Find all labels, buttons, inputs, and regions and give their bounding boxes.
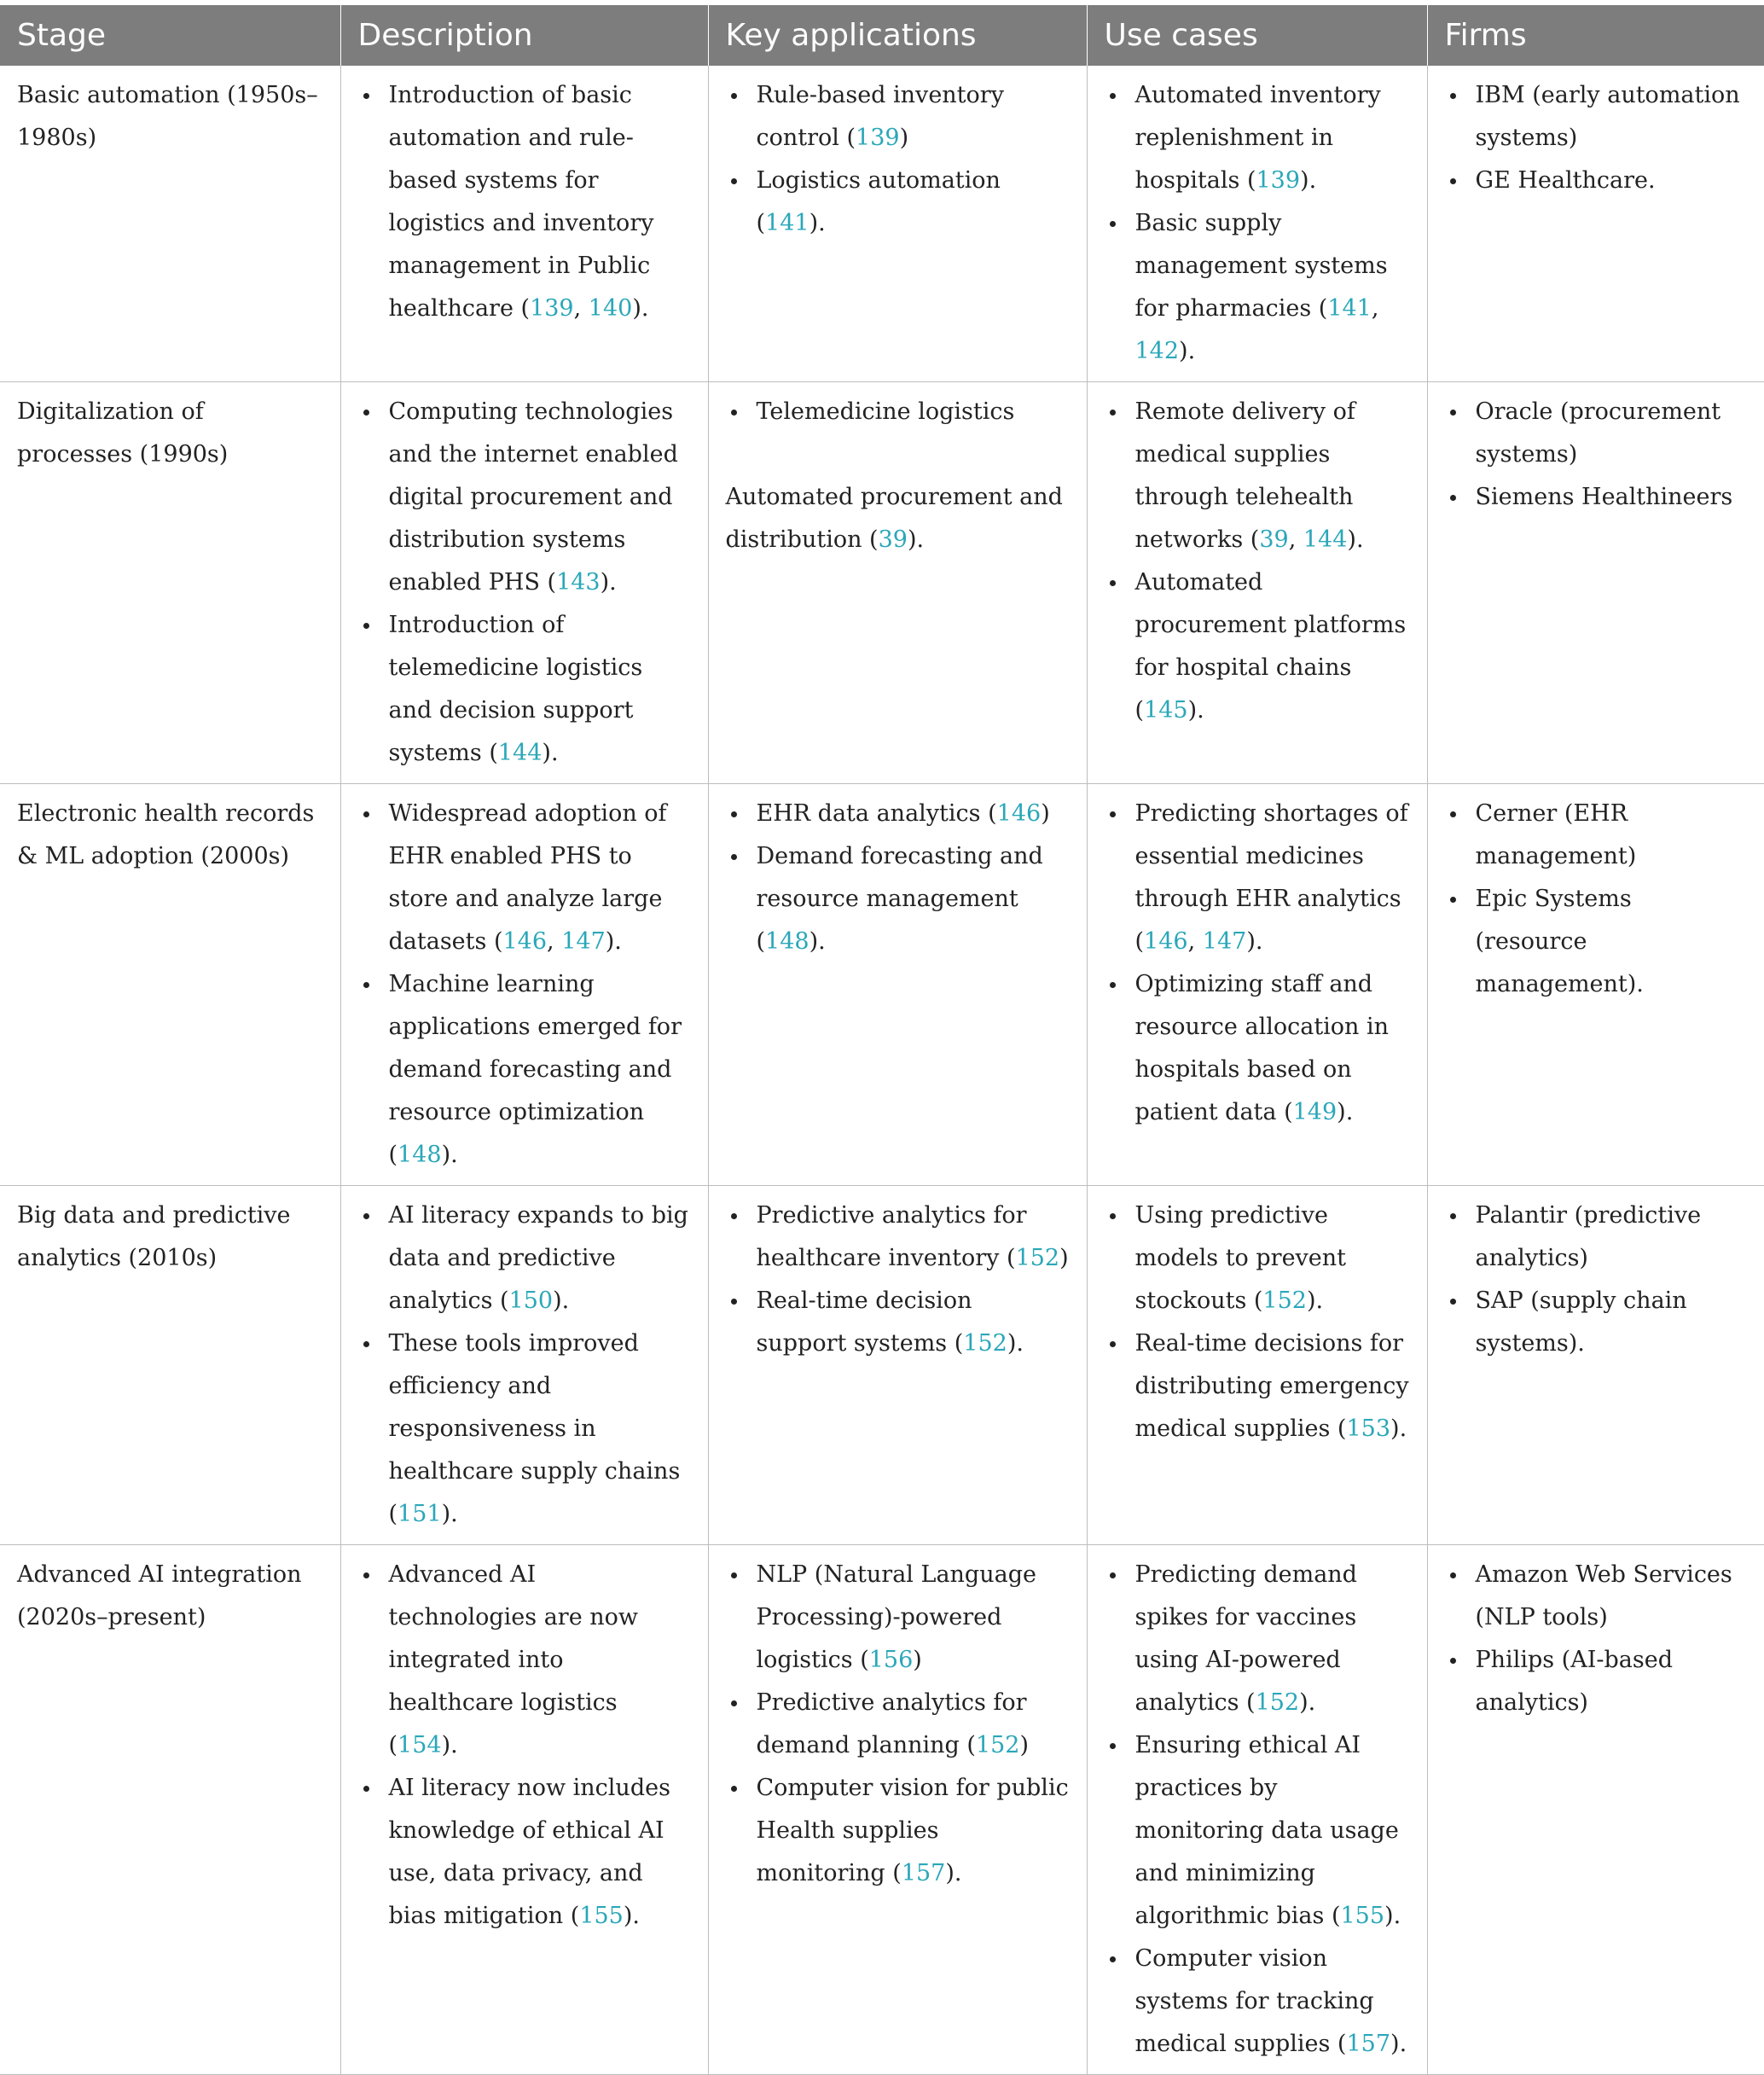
description-cell: [340, 1186, 708, 1545]
list-item: Real-time decisions for distributing emergency medical supplies (153).: [1135, 1322, 1410, 1450]
list-item: Real-time decision support systems (152).: [757, 1280, 1070, 1365]
list-item: IBM (early automation systems): [1476, 74, 1748, 160]
list-item: Advanced AI technologies are now integrated into healthcare logistics (154).: [389, 1554, 691, 1767]
reference-link[interactable]: 146: [1144, 928, 1188, 955]
table-row: [0, 382, 1764, 784]
list-item: Introduction of basic automation and rule-based systems for logistics and inventory management in Public healthcare (139, 140).: [389, 74, 691, 330]
description-cell: [340, 66, 708, 382]
use-cases-cell: [1087, 66, 1427, 382]
firms-cell: [1427, 66, 1764, 382]
reference-link[interactable]: 142: [1134, 338, 1180, 364]
list-item: Computing technologies and the internet enabled digital procurement and distribution systems enabled PHS (143).: [389, 391, 691, 604]
header-stage: Stage: [0, 5, 340, 66]
list-item: Predicting demand spikes for vaccines using AI-powered analytics (152).: [1135, 1554, 1410, 1724]
reference-link[interactable]: 152: [963, 1330, 1007, 1357]
reference-link[interactable]: 148: [765, 928, 809, 955]
ai-stages-table: [0, 5, 1764, 2075]
reference-link[interactable]: 139: [856, 125, 900, 151]
firms-list: [1445, 793, 1748, 1006]
reference-link[interactable]: 155: [579, 1903, 624, 1929]
reference-link[interactable]: 140: [588, 295, 633, 322]
list-item: Predictive analytics for demand planning (152): [757, 1682, 1070, 1767]
firms-list: [1445, 74, 1748, 202]
list-item: AI literacy expands to big data and predictive analytics (150).: [389, 1194, 691, 1322]
reference-link[interactable]: 153: [1346, 1415, 1391, 1442]
firms-cell: [1427, 1545, 1764, 2075]
description-list: [358, 1194, 691, 1536]
applications-list: [726, 1194, 1070, 1365]
applications-note: Automated procurement and distribution (39).: [725, 484, 1063, 553]
description-cell: [340, 382, 708, 784]
list-item: Demand forecasting and resource management (148).: [757, 835, 1070, 963]
reference-link[interactable]: 157: [1346, 2031, 1391, 2057]
description-list: [358, 74, 691, 330]
use-cases-list: [1105, 74, 1410, 373]
key-applications-cell: [708, 382, 1087, 784]
table-row: [0, 784, 1764, 1186]
reference-link[interactable]: 149: [1292, 1099, 1338, 1125]
reference-link[interactable]: 144: [497, 740, 543, 766]
list-item: Siemens Healthineers: [1476, 476, 1748, 519]
use-cases-cell: [1087, 1186, 1427, 1545]
list-item: Oracle (procurement systems): [1476, 391, 1748, 476]
applications-list: [726, 74, 1070, 245]
reference-link[interactable]: 146: [996, 800, 1042, 827]
list-item: Ensuring ethical AI practices by monitoring data usage and minimizing algorithmic bias (155).: [1135, 1724, 1410, 1938]
list-item: Predictive analytics for healthcare inventory (152): [757, 1194, 1070, 1280]
reference-link[interactable]: 141: [765, 210, 809, 236]
list-item: Using predictive models to prevent stockouts (152).: [1135, 1194, 1410, 1322]
list-item: Introduction of telemedicine logistics and decision support systems (144).: [389, 604, 691, 775]
list-item: Telemedicine logistics: [757, 391, 1070, 433]
reference-link[interactable]: 150: [508, 1287, 554, 1314]
stage-cell: Basic automation (1950s–1980s): [0, 66, 340, 382]
table-row: [0, 1545, 1764, 2075]
firms-cell: [1427, 1186, 1764, 1545]
reference-link[interactable]: 152: [1015, 1245, 1060, 1271]
list-item: Predicting shortages of essential medicines through EHR analytics (146, 147).: [1135, 793, 1410, 963]
description-cell: [340, 1545, 708, 2075]
reference-link[interactable]: 141: [1327, 295, 1372, 322]
use-cases-cell: [1087, 382, 1427, 784]
list-item: Automated inventory replenishment in hospitals (139).: [1135, 74, 1410, 202]
list-item: Palantir (predictive analytics): [1476, 1194, 1748, 1280]
list-item: Computer vision systems for tracking medical supplies (157).: [1135, 1938, 1410, 2066]
list-item: Amazon Web Services (NLP tools): [1476, 1554, 1748, 1639]
table-container: [0, 5, 1764, 2075]
header-description: Description: [340, 5, 708, 66]
table-header: [0, 5, 1764, 66]
header-firms: Firms: [1427, 5, 1764, 66]
table-row: [0, 1186, 1764, 1545]
use-cases-cell: [1087, 1545, 1427, 2075]
reference-link[interactable]: 148: [397, 1142, 442, 1168]
reference-link[interactable]: 139: [1256, 167, 1301, 194]
reference-link[interactable]: 143: [556, 569, 601, 596]
header-row: [0, 5, 1764, 66]
applications-list: [726, 391, 1070, 433]
description-list: [358, 793, 691, 1177]
use-cases-list: [1105, 793, 1410, 1134]
list-item: Basic supply management systems for pharmacies (141, 142).: [1135, 202, 1410, 373]
applications-list: [726, 1554, 1070, 1895]
list-item: Automated procurement platforms for hospital chains (145).: [1135, 561, 1410, 732]
key-applications-cell: [708, 784, 1087, 1186]
reference-link[interactable]: 152: [975, 1732, 1020, 1758]
list-item: Logistics automation (141).: [757, 160, 1070, 245]
stage-cell: Advanced AI integration (2020s–present): [0, 1545, 340, 2075]
stage-cell: Electronic health records & ML adoption (2000s): [0, 784, 340, 1186]
list-item: Machine learning applications emerged for demand forecasting and resource optimization (148).: [389, 963, 691, 1177]
list-item: Remote delivery of medical supplies through telehealth networks (39, 144).: [1135, 391, 1410, 561]
reference-link[interactable]: 152: [1255, 1689, 1300, 1716]
reference-link[interactable]: 151: [397, 1501, 442, 1527]
reference-link[interactable]: 145: [1144, 697, 1188, 724]
key-applications-cell: [708, 1545, 1087, 2075]
list-item: NLP (Natural Language Processing)-powered logistics (156): [757, 1554, 1070, 1682]
table-row: [0, 66, 1764, 382]
list-item: Epic Systems (resource management).: [1476, 878, 1748, 1006]
firms-list: [1445, 391, 1748, 519]
reference-link[interactable]: 146: [502, 928, 548, 955]
list-item: These tools improved efficiency and responsiveness in healthcare supply chains (151).: [389, 1322, 691, 1536]
firms-list: [1445, 1554, 1748, 1724]
list-item: Optimizing staff and resource allocation in hospitals based on patient data (149).: [1135, 963, 1410, 1134]
reference-link[interactable]: 157: [901, 1860, 946, 1886]
reference-link[interactable]: 147: [561, 928, 606, 955]
use-cases-list: [1105, 1554, 1410, 2066]
reference-link[interactable]: 155: [1340, 1903, 1385, 1929]
stage-cell: Digitalization of processes (1990s): [0, 382, 340, 784]
reference-link[interactable]: 156: [868, 1647, 914, 1673]
stage-cell: Big data and predictive analytics (2010s): [0, 1186, 340, 1545]
use-cases-cell: [1087, 784, 1427, 1186]
reference-link[interactable]: 147: [1202, 928, 1247, 955]
header-use-cases: Use cases: [1087, 5, 1427, 66]
list-item: Widespread adoption of EHR enabled PHS to store and analyze large datasets (146, 147).: [389, 793, 691, 963]
list-item: Cerner (EHR management): [1476, 793, 1748, 878]
table-body: [0, 66, 1764, 2075]
key-applications-cell: [708, 66, 1087, 382]
description-cell: [340, 784, 708, 1186]
reference-link[interactable]: 152: [1262, 1287, 1307, 1314]
list-item: EHR data analytics (146): [757, 793, 1070, 835]
header-key-applications: Key applications: [708, 5, 1087, 66]
list-item: Computer vision for public Health supplies monitoring (157).: [757, 1767, 1070, 1895]
reference-link[interactable]: 144: [1303, 526, 1348, 553]
reference-link[interactable]: 154: [397, 1732, 442, 1758]
list-item: Rule-based inventory control (139): [757, 74, 1070, 160]
description-list: [358, 391, 691, 775]
reference-link[interactable]: 139: [530, 295, 574, 322]
description-list: [358, 1554, 691, 1938]
list-item: SAP (supply chain systems).: [1476, 1280, 1748, 1365]
list-item: AI literacy now includes knowledge of ethical AI use, data privacy, and bias mitigation (155).: [389, 1767, 691, 1938]
firms-cell: [1427, 784, 1764, 1186]
key-applications-cell: [708, 1186, 1087, 1545]
reference-link[interactable]: 39: [878, 526, 908, 553]
reference-link[interactable]: 39: [1259, 526, 1289, 553]
applications-list: [726, 793, 1070, 963]
use-cases-list: [1105, 391, 1410, 732]
list-item: Philips (AI-based analytics): [1476, 1639, 1748, 1724]
firms-cell: [1427, 382, 1764, 784]
use-cases-list: [1105, 1194, 1410, 1450]
firms-list: [1445, 1194, 1748, 1365]
list-item: GE Healthcare.: [1476, 160, 1748, 202]
